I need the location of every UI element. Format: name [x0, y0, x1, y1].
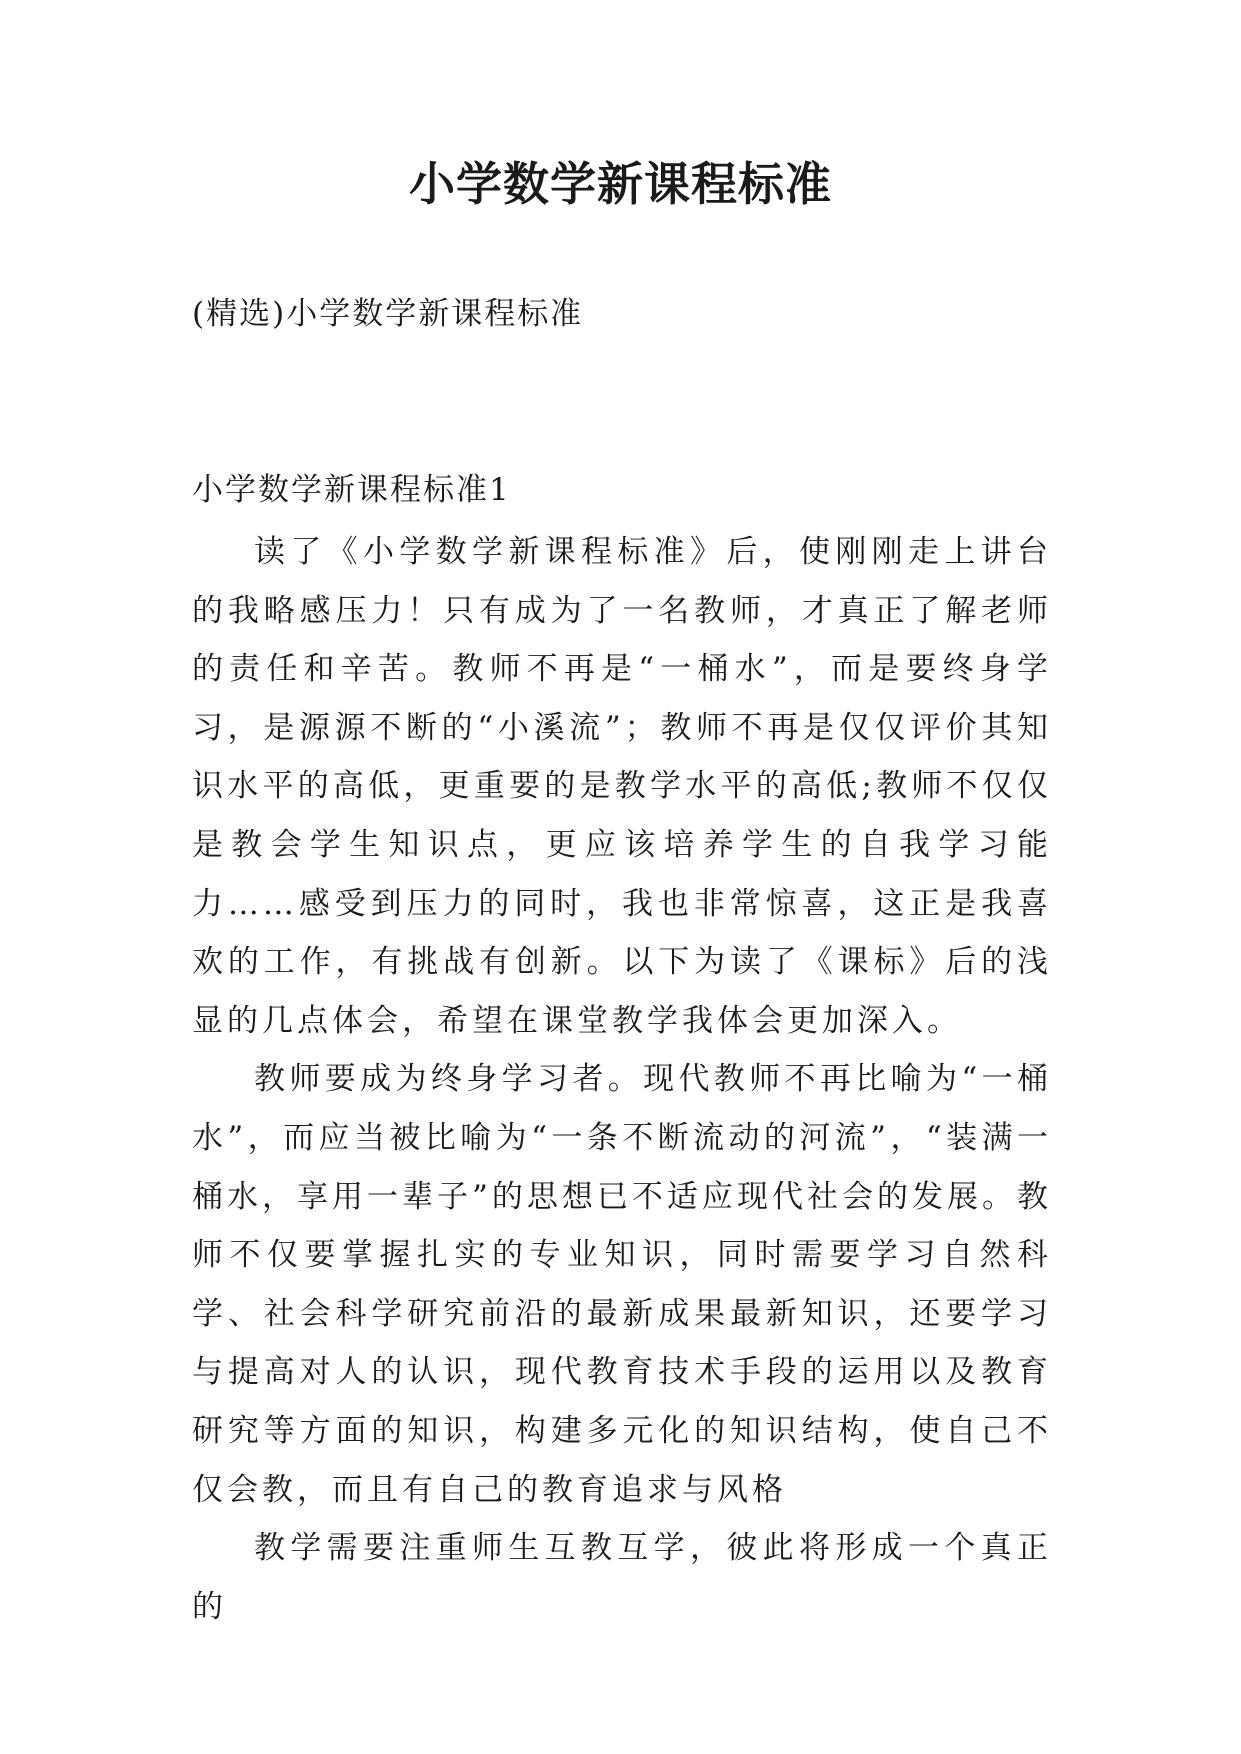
document-body	[192, 523, 1052, 1636]
paragraph: 教学需要注重师生互教互学，彼此将形成一个真正的	[192, 1530, 1052, 1625]
paragraph: 教师要成为终身学习者。现代教师不再比喻为“一桶水”，而应当被比喻为“一条不断流动的河流”，“装满一桶水，享用一辈子”的思想已不适应现代社会的发展。教师不仅要掌握扎实的专业知识，同时需要学习自然科学、社会科学研究前沿的最新成果最新知识，还要学习与提高对人的认识，现代教育技术手段的运用以及教育研究等方面的知识，构建多元化的知识结构，使自己不仅会教，而且有自己的教育追求与风格	[192, 1061, 1052, 1508]
section-heading: 小学数学新课程标准1	[192, 472, 511, 508]
document-subtitle: (精选)小学数学新课程标准	[192, 296, 584, 332]
document-title: 小学数学新课程标准	[409, 157, 832, 211]
paragraph: 读了《小学数学新课程标准》后，使刚刚走上讲台的我略感压力！只有成为了一名教师，才真正了解老师的责任和辛苦。教师不再是“一桶水”，而是要终身学习，是源源不断的“小溪流”；教师不再是仅仅评价其知识水平的高低，更重要的是教学水平的高低;教师不仅仅是教会学生知识点，更应该培养学生的自我学习能力……感受到压力的同时，我也非常惊喜，这正是我喜欢的工作，有挑战有创新。以下为读了《课标》后的浅显的几点体会，希望在课堂教学我体会更加深入。	[192, 534, 1052, 1039]
